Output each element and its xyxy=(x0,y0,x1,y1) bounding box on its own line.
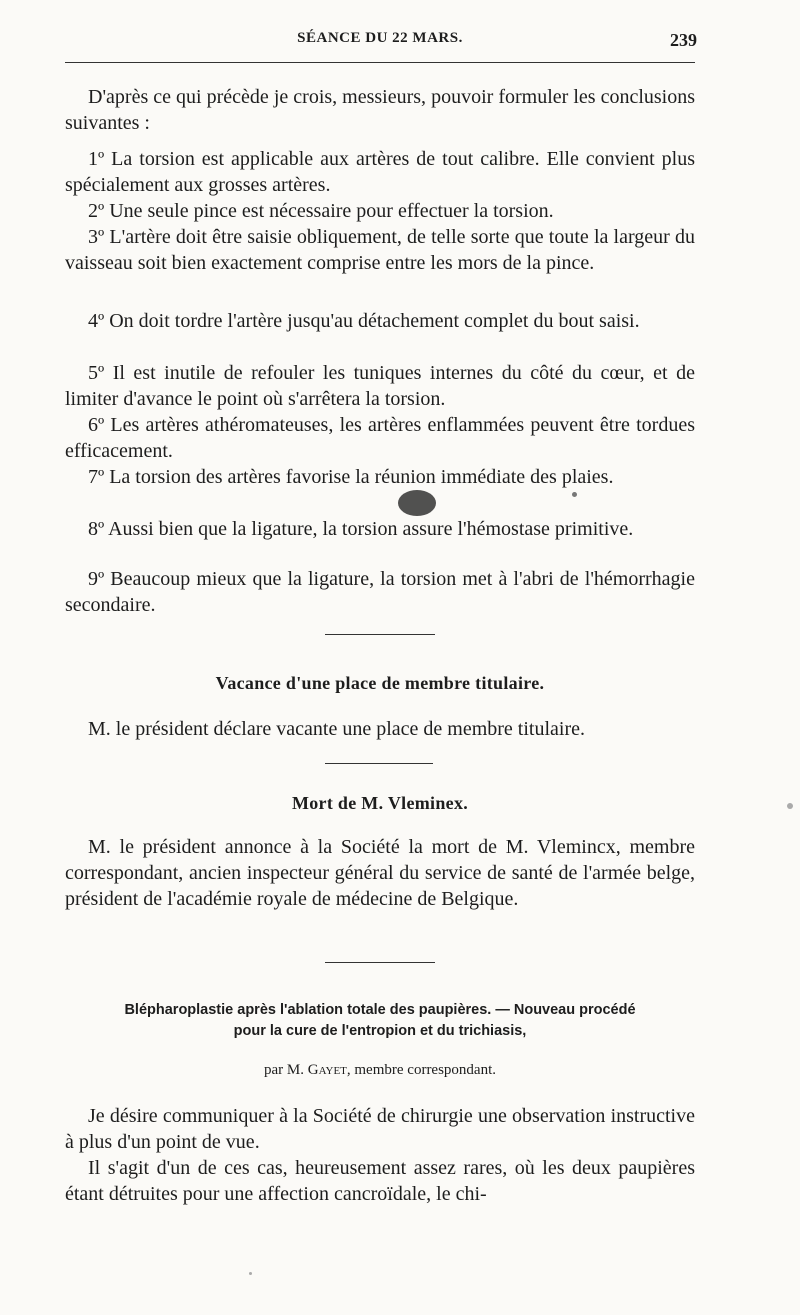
article-title-line-2: pour la cure de l'entropion et du trichiasis, xyxy=(233,1023,527,1039)
byline-prefix: par M. xyxy=(263,1062,304,1078)
header-rule xyxy=(65,62,695,63)
byline-suffix: , membre correspondant. xyxy=(346,1062,497,1078)
vacancy-paragraph: M. le président déclare vacante une place de membre titulaire. xyxy=(88,718,585,740)
intro-paragraph: D'après ce qui précède je crois, messieurs, pouvoir formuler les conclusions suivantes : xyxy=(65,86,695,134)
ink-blot xyxy=(398,490,436,516)
page-number: 239 xyxy=(670,30,697,50)
conclusion-2: 2º Une seule pince est nécessaire pour effectuer la torsion. xyxy=(88,200,554,222)
article-byline xyxy=(65,1062,695,1079)
death-paragraph: M. le président annonce à la Société la mort de M. Vlemincx, membre correspondant, ancien inspecteur général du service de santé de l'armée belge, président de l'académie royale de médecine de Belgique. xyxy=(65,836,695,910)
section-separator xyxy=(325,763,433,764)
section-separator xyxy=(325,962,435,963)
running-header xyxy=(65,30,695,54)
conclusion-6: 6º Les artères athéromateuses, les artères enflammées peuvent être tordues efficacement. xyxy=(65,414,695,462)
section-separator xyxy=(325,634,435,635)
byline-author: Gayet xyxy=(307,1062,347,1078)
conclusion-5: 5º Il est inutile de refouler les tuniques internes du côté du cœur, et de limiter d'avance le point où s'arrêtera la torsion. xyxy=(65,362,695,410)
conclusion-4: 4º On doit tordre l'artère jusqu'au détachement complet du bout saisi. xyxy=(88,310,640,332)
article-paragraph-2: Il s'agit d'un de ces cas, heureusement assez rares, où les deux paupières étant détruites pour une affection cancroïdale, le chi- xyxy=(65,1157,695,1205)
article-paragraph-1: Je désire communiquer à la Société de chirurgie une observation instructive à plus d'un point de vue. xyxy=(65,1105,695,1153)
article-title-line-1: Blépharoplastie après l'ablation totale des paupières. — Nouveau procédé xyxy=(124,1002,636,1018)
ink-speck xyxy=(787,803,793,809)
conclusion-9: 9º Beaucoup mieux que la ligature, la torsion met à l'abri de l'hémorrhagie secondaire. xyxy=(65,568,695,616)
ink-speck xyxy=(249,1272,252,1275)
vacancy-heading: Vacance d'une place de membre titulaire. xyxy=(215,673,545,693)
death-heading: Mort de M. Vleminex. xyxy=(291,793,469,813)
article-title xyxy=(65,1000,695,1042)
conclusion-3: 3º L'artère doit être saisie obliquement, de telle sorte que toute la largeur du vaisseau soit bien exactement comprise entre les mors de la pince. xyxy=(65,226,695,274)
conclusion-1: 1º La torsion est applicable aux artères de tout calibre. Elle convient plus spécialement aux grosses artères. xyxy=(65,148,695,196)
running-title: SÉANCE DU 22 MARS. xyxy=(297,30,463,46)
ink-speck xyxy=(572,492,577,497)
conclusion-7: 7º La torsion des artères favorise la réunion immédiate des plaies. xyxy=(88,466,614,488)
conclusion-8: 8º Aussi bien que la ligature, la torsion assure l'hémostase primitive. xyxy=(88,518,634,540)
